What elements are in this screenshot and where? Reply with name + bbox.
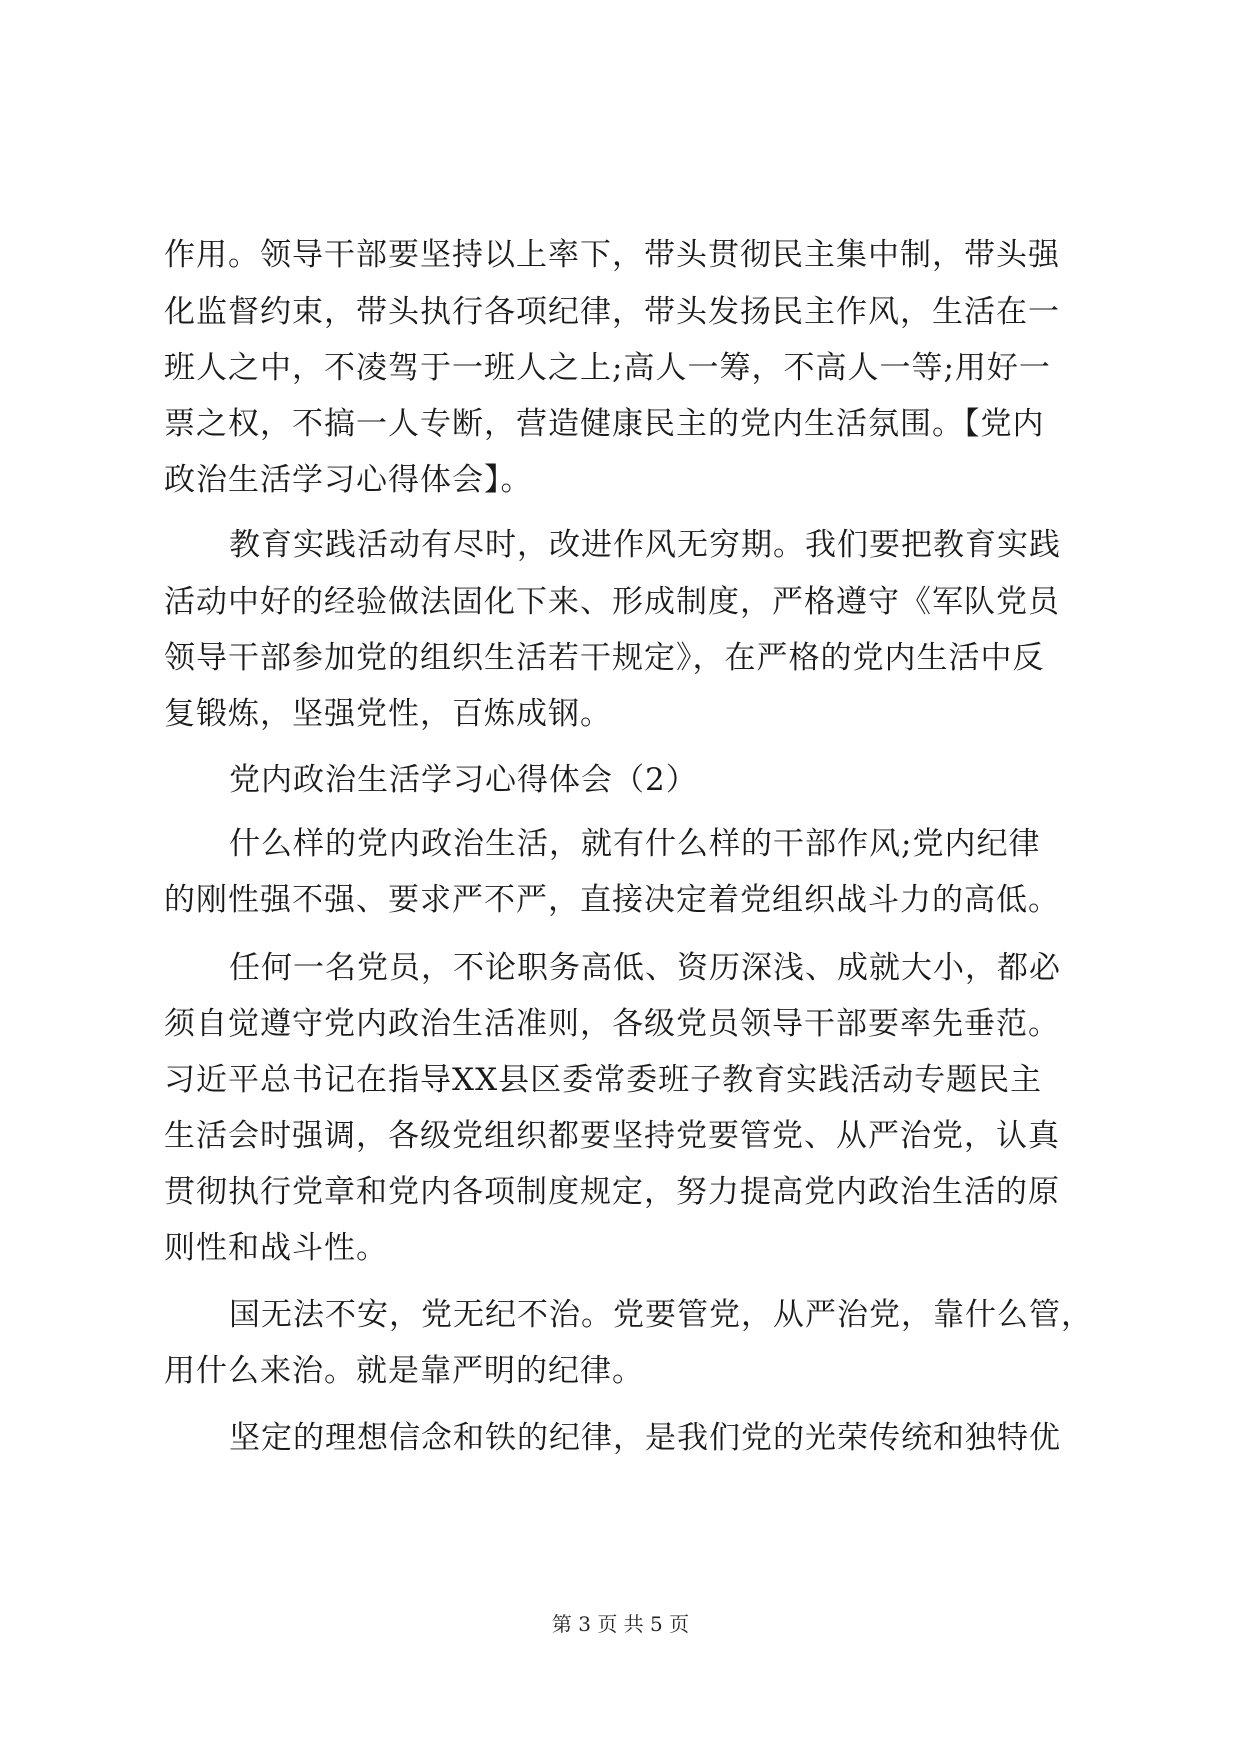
- text-line: 坚定的理想信念和铁的纪律，是我们党的光荣传统和独特优: [229, 1420, 1061, 1456]
- text-line: 作用。领导干部要坚持以上率下，带头贯彻民主集中制，带头强: [164, 237, 1060, 273]
- text-line: 领导干部参加党的组织生活若干规定》，在严格的党内生活中反: [164, 640, 1045, 676]
- text-line: 生活会时强调，各级党组织都要坚持党要管党、从严治党，认真: [164, 1118, 1060, 1154]
- text-line: 用什么来治。就是靠严明的纪律。: [164, 1353, 644, 1389]
- text-line: 复锻炼，坚强党性，百炼成钢。: [164, 696, 612, 732]
- text-line: 化监督约束，带头执行各项纪律，带头发扬民主作风，生活在一: [164, 294, 1060, 330]
- text-line: 班人之中，不凌驾于一班人之上;高人一筹，不高人一等;用好一: [164, 350, 1051, 386]
- text-line: 票之权，不搞一人专断，营造健康民主的党内生活氛围。【党内: [164, 406, 1045, 442]
- text-line: 活动中好的经验做法固化下来、形成制度，严格遵守《军队党员: [164, 584, 1060, 620]
- text-line: 的刚性强不强、要求严不严，直接决定着党组织战斗力的高低。: [164, 882, 1060, 918]
- text-line: 任何一名党员，不论职务高低、资历深浅、成就大小，都必: [229, 950, 1061, 986]
- text-line: 什么样的党内政治生活，就有什么样的干部作风;党内纪律: [229, 826, 1041, 862]
- text-line: 政治生活学习心得体会】。: [164, 462, 533, 498]
- text-line: 习近平总书记在指导XX县区委常委班子教育实践活动专题民主: [164, 1062, 1043, 1098]
- section-heading: 党内政治生活学习心得体会（2）: [229, 762, 698, 798]
- text-line: 国无法不安，党无纪不治。党要管党，从严治党，靠什么管，: [229, 1297, 1093, 1333]
- page-number-footer: 第 3 页 共 5 页: [551, 1612, 690, 1636]
- text-line: 则性和战斗性。: [164, 1230, 388, 1266]
- text-line: 贯彻执行党章和党内各项制度规定，努力提高党内政治生活的原: [164, 1174, 1060, 1210]
- text-line: 须自觉遵守党内政治生活准则，各级党员领导干部要率先垂范。: [164, 1006, 1060, 1042]
- text-line: 教育实践活动有尽时，改进作风无穷期。我们要把教育实践: [229, 527, 1061, 563]
